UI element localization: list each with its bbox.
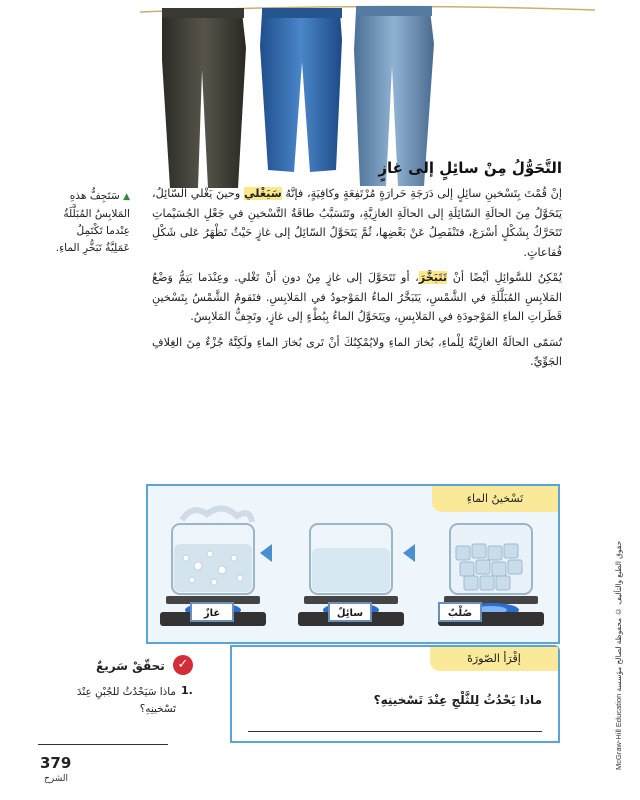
side-note [50,188,130,257]
green-triangle-icon: ▲ [123,192,130,202]
label-liquid: سائِلٌ [328,602,372,622]
term-boil: سَيَغْلي [243,187,282,200]
footer-divider [38,744,168,745]
page-label: الشرح [44,774,69,784]
read-picture-box [230,645,560,743]
page-number: 379 [40,754,72,772]
read-picture-title: إقْرَأ الصّورَةَ [430,647,558,671]
term-evaporate: تَتَبَخَّرَ [418,271,448,284]
blue-jeans [260,8,342,172]
dark-jeans [162,8,246,188]
diagram-title: تَسْخينُ الماءِ [432,486,558,512]
publisher-note: McGraw-Hill Education حقوق الطبع والتأليف © محفوظة لصالح مؤسسة [614,540,623,770]
label-gas: غازٌ [190,602,234,622]
checkmark-icon: ✓ [173,655,193,675]
section-heading: التَّحَوُّلُ مِنْ سائِلٍ إلى غازٍ [378,159,562,177]
beaker-gas [152,502,274,628]
quick-check-title: تحقّقْ سَريعٌ [96,659,165,673]
paragraph-evaporation: يُمْكِنُ للسَّوائِلِ أيْضًا أنْ تَتَبَخَّرَ، أو تَتَحَوَّلَ إلى غازٍ مِنْ دونِ أنْ تَغْلي. وعِنْدَما يَتِمُّ وَضْعُ المَلابِسِ المُبَلَّلَةِ في الشَّمْسِ، يَتَبَخَّرُ الماءُ المَوْجودُ في المَلابِسِ. فتَقومُ الشَّمْسُ بِتَسْخينِ قَطَراتِ الماءِ المَوْجودَةِ في المَلابِسِ، ويَتَحَوَّلُ الماءُ بِبُطْءٍ إلى غازٍ، وتَجِفُّ المَلابِسُ. [152,271,562,323]
heating-water-diagram [146,484,560,644]
paragraph-boiling: إنْ قُمْتَ بِتَسْخينِ سائِلٍ إلى دَرَجَةِ حَرارَةٍ مُرْتَفِعَةٍ وكافِيَةٍ، فإنَّهُ سَيَغْلي وحينَ يَغْلي السّائِلُ، يَتَحَوَّلُ مِنَ الحالَةِ السّائِلَةِ إلى الحالَةِ الغازِيَّةِ، وتَتَسَبَّبُ طاقَةُ التَّسْخينِ في جَعْلِ الجُسَيْماتِ تَتَحَرَّكُ بِشَكْلٍ أسْرَعَ، فتَنْفَصِلُ عَنْ بَعْضِها، ثُمَّ يَتَحَوَّلُ السّائِلُ إلى غازٍ حَيْثُ تَظْهَرُ عَلى شَكْلِ فُقاعاتٍ. [152,187,562,259]
body-text [152,184,562,378]
question-number: 1. [181,684,193,697]
quick-check-question: ماذا سَيَحْدُثُ للجُبْنِ عِنْدَ تَسْخينِهِ؟ [76,686,176,715]
read-picture-question: ماذا يَحْدُثُ لِلثَّلْجِ عِنْدَ تَسْخينِهِ؟ [373,693,542,707]
paragraph-water-vapor: تُسَمّى الحالَةُ الغازِيَّةُ لِلْماءِ، بُخارَ الماءِ ولايُمْكِنُكَ أنْ تَرى بُخارَ الماءِ ولَكِنَّهُ جُزْءٌ مِنَ الغِلافِ الجَوِّيِّ. [152,335,562,368]
label-solid: صُلْبٌ [438,602,482,622]
beaker-solid [430,502,552,628]
beaker-liquid [290,502,412,628]
answer-line [248,731,542,732]
side-note-text: سَتَجِفُّ هذهِ المَلابِسُ المُبَلَّلَةُ عِنْدما تَكْتَمِلُ عَمَلِيَّةُ تَبَخُّرِ الماءِ. [55,190,130,254]
